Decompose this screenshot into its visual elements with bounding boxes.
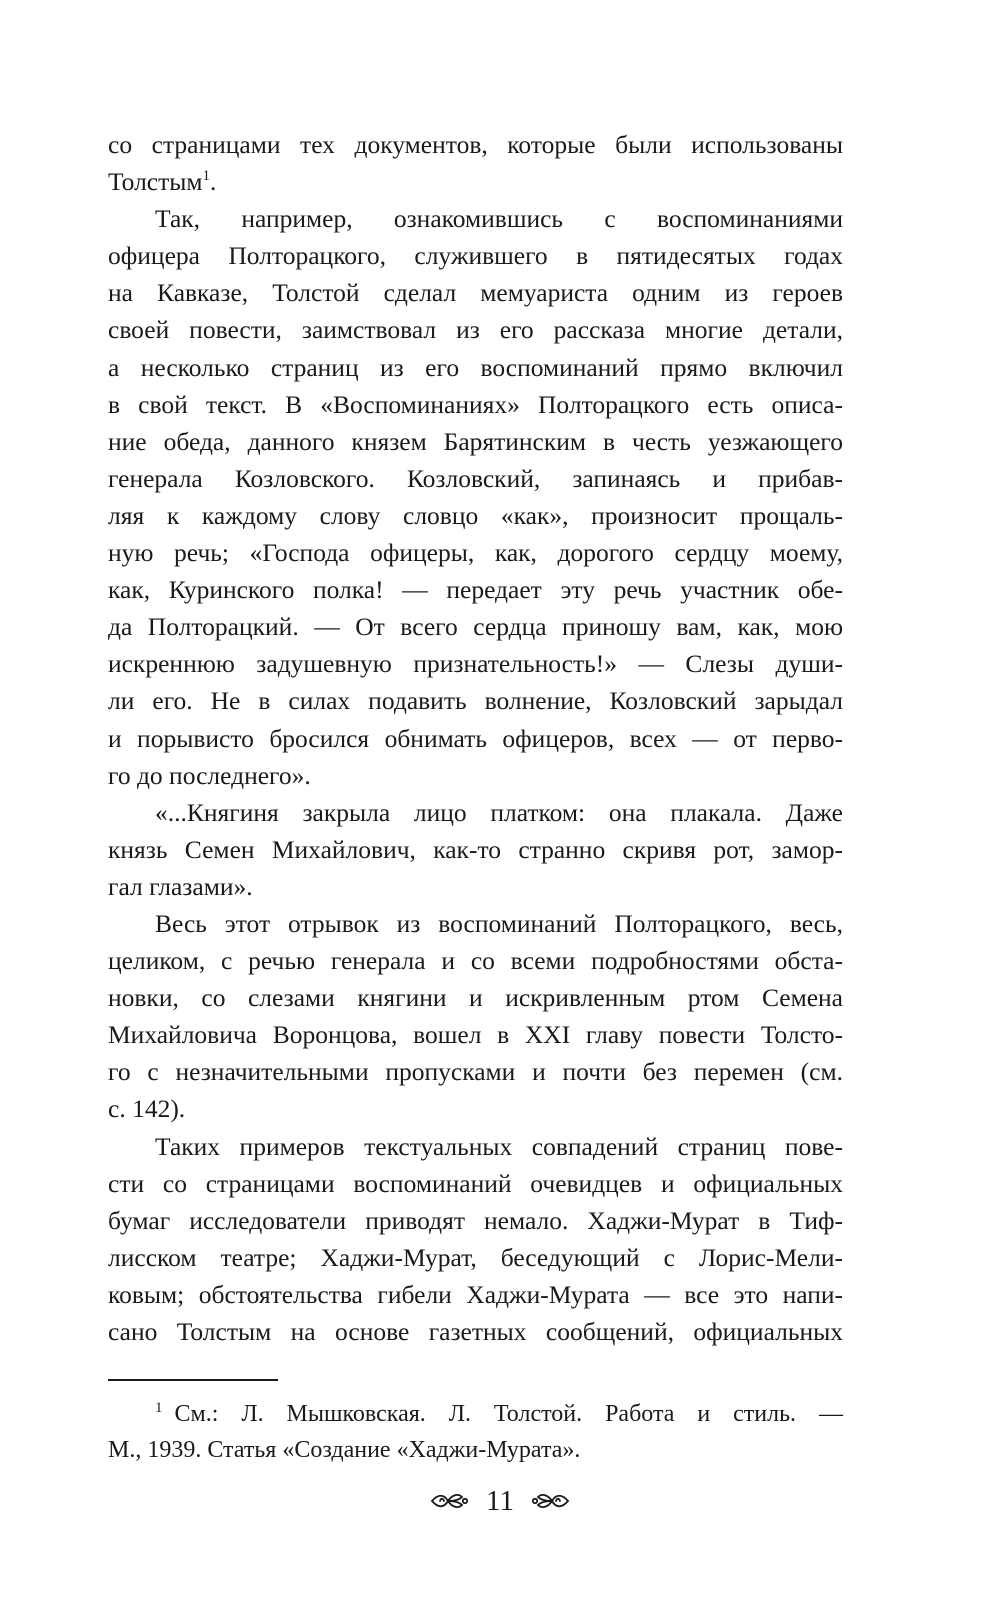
text-line: лисском театре; Хаджи-Мурат, беседующий с Лорис-Мели- [108, 1242, 843, 1272]
floral-ornament-icon [528, 1486, 572, 1516]
footnote-reference[interactable]: 1 [202, 168, 211, 185]
paragraph-3 [108, 794, 843, 905]
text-line: новки, со слезами княгини и искривленным ртом Семена [108, 983, 843, 1013]
footnote-divider [108, 1379, 278, 1381]
text-line: ли его. Не в силах подавить волнение, Козловский зарыдал [108, 686, 843, 716]
text-line: сано Толстым на основе газетных сообщений, официальных [108, 1317, 843, 1346]
text-line: князь Семен Михайлович, как-то странно скривя рот, замор- [108, 834, 843, 864]
text-line: офицера Полторацкого, служившего в пятидесятых годах [108, 241, 843, 271]
footnote [108, 1396, 843, 1468]
text-line: со страницами тех документов, которые были использованы [108, 130, 843, 159]
footnote-number: 1 [155, 1400, 163, 1416]
text-line: своей повести, заимствовал из его рассказа многие детали, [108, 315, 843, 345]
text-line: го с незначительными пропусками и почти без перемен (см. [108, 1057, 843, 1087]
text-line: сти со страницами воспоминаний очевидцев и официальных [108, 1168, 843, 1198]
text-line: и порывисто бросился обнимать офицеров, всех — от перво- [108, 723, 843, 753]
text-line: Михайловича Воронцова, вошел в XXI главу повести Толсто- [108, 1020, 843, 1050]
text-line: как, Куринского полка! — передает эту речь участник обе- [108, 575, 843, 605]
text-line: ковым; обстоятельства гибели Хаджи-Мурата — все это напи- [108, 1279, 843, 1309]
text-line: а несколько страниц из его воспоминаний прямо включил [108, 352, 843, 382]
text-line: в свой текст. В «Воспоминаниях» Полторацкого есть описа- [108, 389, 843, 419]
body-text [108, 126, 843, 1350]
text-line: ние обеда, данного князем Барятинским в честь уезжающего [108, 426, 843, 456]
footnote-line [108, 1396, 843, 1432]
text-line: целиком, с речью генерала и со всеми подробностями обста- [108, 946, 843, 976]
text-line: ляя к каждому слову словцо «как», произносит прощаль- [108, 500, 843, 530]
text-line: ную речь; «Господа офицеры, как, дорогого сердцу моему, [108, 538, 843, 568]
footnote-line: М., 1939. Статья «Создание «Хаджи-Мурата». [108, 1437, 581, 1463]
paragraph-4 [108, 905, 843, 1128]
text-line: генерала Козловского. Козловский, запинаясь и прибав- [108, 463, 843, 493]
text-fragment: . [210, 167, 217, 197]
text-line: «...Княгиня закрыла лицо платком: она плакала. Даже [155, 797, 843, 827]
page-footer [0, 1479, 1000, 1523]
text-line [108, 163, 843, 200]
text-fragment: Толстым [108, 167, 203, 197]
text-line: да Полторацкий. — От всего сердца приношу вам, как, мою [108, 612, 843, 642]
text-line: искреннюю задушевную признательность!» — Слезы души- [108, 649, 843, 679]
text-line: гал глазами». [108, 871, 253, 901]
text-line: го до последнего». [108, 760, 311, 790]
floral-ornament-icon [428, 1486, 472, 1516]
paragraph-1 [108, 126, 843, 200]
text-line: с. 142). [108, 1094, 186, 1124]
footnote-text: См.: Л. Мышковская. Л. Толстой. Работа и стиль. — [174, 1401, 843, 1427]
text-line: Так, например, ознакомившись с воспоминаниями [155, 204, 843, 234]
text-line: Весь этот отрывок из воспоминаний Полторацкого, весь, [155, 908, 843, 938]
paragraph-2 [108, 200, 843, 794]
text-line: бумаг исследователи приводят немало. Хаджи-Мурат в Тиф- [108, 1205, 843, 1235]
text-line: на Кавказе, Толстой сделал мемуариста одним из героев [108, 278, 843, 308]
text-line: Таких примеров текстуальных совпадений страниц пове- [155, 1131, 843, 1161]
page-number: 11 [486, 1485, 514, 1517]
paragraph-5 [108, 1128, 843, 1351]
